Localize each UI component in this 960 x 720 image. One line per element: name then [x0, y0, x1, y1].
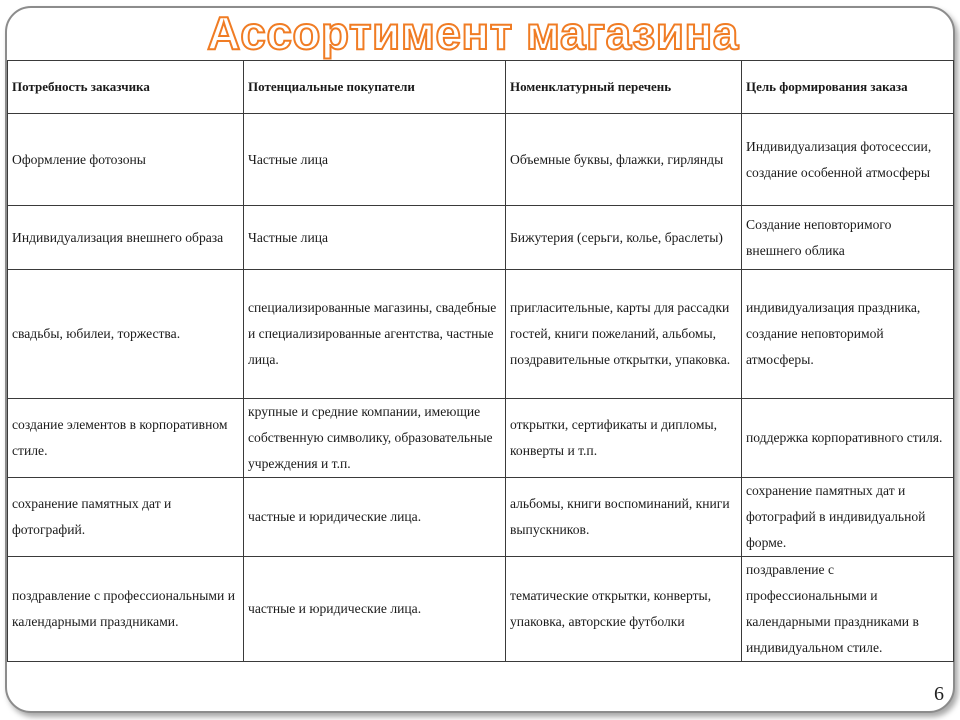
table-header-row	[8, 61, 954, 114]
table-row	[8, 399, 954, 478]
table-cell: Объемные буквы, флажки, гирлянды	[506, 114, 742, 206]
table-cell: Бижутерия (серьги, колье, браслеты)	[506, 206, 742, 270]
table-row	[8, 114, 954, 206]
table-cell: создание элементов в корпоративном стиле.	[8, 399, 244, 478]
table-cell: Индивидуализация внешнего образа	[8, 206, 244, 270]
table-cell: частные и юридические лица.	[244, 478, 506, 557]
column-header-need: Потребность заказчика	[8, 61, 244, 114]
table-cell: специализированные магазины, свадебные и специализированные агентства, частные лица.	[244, 270, 506, 399]
column-header-buyers: Потенциальные покупатели	[244, 61, 506, 114]
table-cell: тематические открытки, конверты, упаковка, авторские футболки	[506, 557, 742, 662]
table-cell: свадьбы, юбилеи, торжества.	[8, 270, 244, 399]
table-cell: поддержка корпоративного стиля.	[742, 399, 954, 478]
table-cell: пригласительные, карты для рассадки гостей, книги пожеланий, альбомы, поздравительные открытки, упаковка.	[506, 270, 742, 399]
table-cell: Частные лица	[244, 206, 506, 270]
assortment-table	[7, 60, 954, 662]
table-cell: открытки, сертификаты и дипломы, конверты и т.п.	[506, 399, 742, 478]
table-cell: Оформление фотозоны	[8, 114, 244, 206]
table-cell: индивидуализация праздника, создание неповторимой атмосферы.	[742, 270, 954, 399]
table-row	[8, 478, 954, 557]
table-cell: Частные лица	[244, 114, 506, 206]
column-header-nomenclature: Номенклатурный перечень	[506, 61, 742, 114]
table-cell: альбомы, книги воспоминаний, книги выпускников.	[506, 478, 742, 557]
table-cell: поздравление с профессиональными и календарными праздниками в индивидуальном стиле.	[742, 557, 954, 662]
table-cell: поздравление с профессиональными и календарными праздниками.	[8, 557, 244, 662]
table-cell: Создание неповторимого внешнего облика	[742, 206, 954, 270]
table-row	[8, 206, 954, 270]
table-row	[8, 270, 954, 399]
slide-title: Ассортимент магазина	[207, 7, 739, 59]
table-cell: крупные и средние компании, имеющие собственную символику, образовательные учреждения и т.п.	[244, 399, 506, 478]
table-row	[8, 557, 954, 662]
table-cell: сохранение памятных дат и фотографий.	[8, 478, 244, 557]
table-cell: сохранение памятных дат и фотографий в индивидуальной форме.	[742, 478, 954, 557]
column-header-goal: Цель формирования заказа	[742, 61, 954, 114]
page-number: 6	[934, 683, 944, 705]
table-cell: Индивидуализация фотосессии, создание особенной атмосферы	[742, 114, 954, 206]
table-cell: частные и юридические лица.	[244, 557, 506, 662]
